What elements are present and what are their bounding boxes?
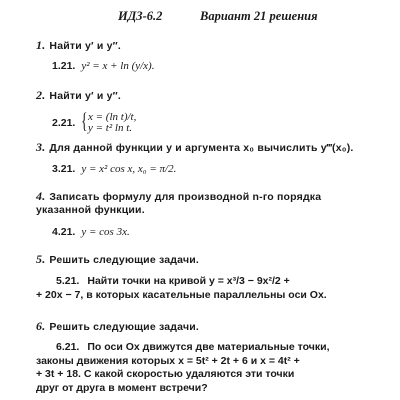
section-3-heading (36, 140, 354, 155)
problem-number: 3.21. (52, 163, 76, 175)
problem-expression: y = cos 3x. (81, 226, 130, 238)
problem-3-21 (52, 163, 176, 175)
assignment-code: ИДЗ-6.2 (118, 9, 163, 23)
section-text: Решить следующие задачи. (49, 321, 200, 333)
section-2-heading (36, 88, 121, 103)
section-5-heading (36, 252, 199, 267)
section-text: Решить следующие задачи. (49, 254, 200, 266)
problem-number: 1.21. (52, 60, 76, 72)
section-number: 3. (36, 140, 46, 154)
problem-expression: y² = x + ln (y/x). (81, 60, 155, 72)
section-number: 1. (36, 38, 46, 52)
problem-line-1: По оси Ox движутся две материальные точки, (87, 341, 330, 353)
section-text-line-2: указанной функции. (36, 204, 145, 216)
system-brace: { (81, 108, 88, 133)
problem-line-4: друг от друга в момент встречи? (36, 381, 208, 394)
section-4-heading (36, 190, 321, 217)
section-text: Найти y′ и y″. (49, 40, 122, 52)
section-1-heading (36, 38, 121, 53)
problem-number: 5.21. (56, 275, 80, 287)
system-line-1: x = (ln t)/t, (88, 111, 137, 123)
problem-expression: y = x² cos x, x₀ = π/2. (81, 163, 177, 175)
section-text-line-1: Записать формулу для производной n-го порядка (49, 191, 322, 203)
section-number: 6. (36, 319, 46, 333)
section-text: Для данной функции y и аргумента x₀ вычислить y‴(x₀). (49, 142, 354, 154)
document-header (0, 9, 400, 25)
problem-5-21 (36, 275, 327, 302)
section-number: 5. (36, 252, 46, 266)
problem-1-21 (52, 60, 154, 72)
system-line-2: y = t² ln t. (88, 122, 133, 134)
problem-4-21 (52, 226, 130, 238)
section-text: Найти y′ и y″. (49, 90, 122, 102)
problem-6-21 (36, 341, 330, 395)
section-number: 2. (36, 88, 46, 102)
problem-number: 6.21. (56, 341, 80, 353)
problem-line-1: Найти точки на кривой y = x³/3 − 9x²/2 + (87, 275, 290, 287)
problem-line-2: законы движения которых x = 5t² + 2t + 6 и x = 4t² + (36, 354, 300, 367)
section-6-heading (36, 319, 199, 334)
problem-number: 4.21. (52, 226, 76, 238)
section-number: 4. (36, 189, 46, 203)
problem-number: 2.21. (52, 117, 76, 129)
variant-title: Вариант 21 решения (200, 9, 318, 23)
problem-line-2: + 20x − 7, в которых касательные параллельны оси Ox. (36, 288, 327, 301)
problem-line-3: + 3t + 18. С какой скоростью удаляются эти точки (36, 368, 295, 380)
